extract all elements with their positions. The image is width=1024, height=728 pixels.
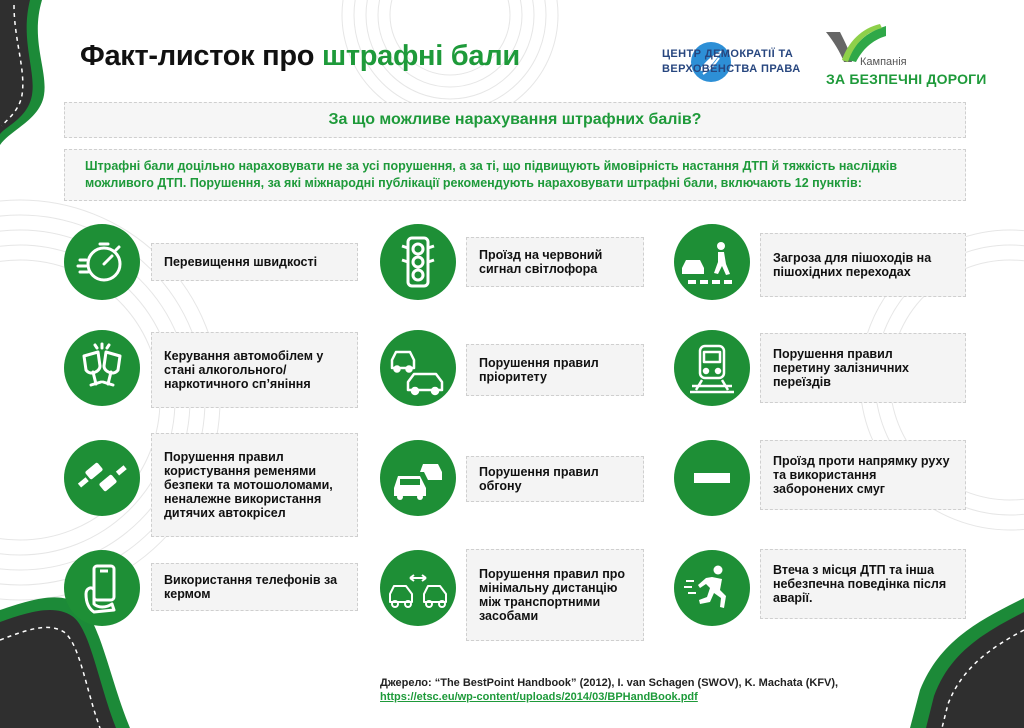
violation-overtaking bbox=[466, 456, 644, 502]
violation-label: Порушення правил перетину залізничних переїздів bbox=[773, 347, 910, 389]
page-title bbox=[80, 40, 520, 73]
violation-wrong-way bbox=[760, 440, 966, 510]
overtaking-cars-icon bbox=[380, 440, 456, 516]
intro-banner bbox=[64, 149, 966, 201]
violation-label: Порушення правил пріоритету bbox=[479, 356, 599, 384]
org-name bbox=[662, 47, 801, 77]
violation-railway bbox=[760, 333, 966, 403]
violation-drunk-driving bbox=[151, 332, 358, 408]
violation-seatbelts bbox=[151, 433, 358, 537]
violation-leaving-scene bbox=[760, 549, 966, 619]
violation-label: Загроза для пішоходів на пішохідних переходах bbox=[773, 251, 932, 279]
violation-label: Керування автомобілем у стані алкогольного/ наркотичного сп’яніння bbox=[164, 349, 324, 391]
wine-glasses-icon bbox=[64, 330, 140, 406]
violation-red-light bbox=[466, 237, 644, 287]
violation-pedestrians bbox=[760, 233, 966, 297]
phone-in-hand-icon bbox=[64, 550, 140, 626]
violation-label: Порушення правил про мінімальну дистанцію між транспортними засобами bbox=[479, 567, 626, 623]
seatbelt-icon bbox=[64, 440, 140, 516]
running-person-icon bbox=[674, 550, 750, 626]
violation-label: Порушення правил обгону bbox=[479, 465, 599, 493]
campaign-small-label: Кампанія bbox=[860, 56, 907, 68]
violation-label: Перевищення швидкості bbox=[164, 255, 318, 269]
pedestrian-crossing-icon bbox=[674, 224, 750, 300]
source-text: Джерело: “The BestPoint Handbook” (2012), I. van Schagen (SWOV), K. Machata (KFV), bbox=[380, 677, 839, 689]
question-banner bbox=[64, 102, 966, 138]
violation-distance bbox=[466, 549, 644, 641]
violation-label: Порушення правил користування ременями безпеки та мотошоломами, неналежне використання дитячих автокрісел bbox=[164, 450, 333, 520]
org-name-line2: ВЕРХОВЕНСТВА ПРАВА bbox=[662, 63, 801, 75]
source-link[interactable]: https://etsc.eu/wp-content/uploads/2014/03/BPHandBook.pdf bbox=[380, 691, 698, 703]
violation-label: Проїзд на червоний сигнал світлофора bbox=[479, 248, 603, 276]
source-note bbox=[380, 676, 838, 704]
violation-priority bbox=[466, 344, 644, 396]
distance-cars-icon bbox=[380, 550, 456, 626]
org-name-line1: ЦЕНТР ДЕМОКРАТІЇ ТА bbox=[662, 48, 794, 60]
stopwatch-icon bbox=[64, 224, 140, 300]
violation-phone bbox=[151, 563, 358, 611]
no-entry-icon bbox=[674, 440, 750, 516]
intro-text: Штрафні бали доцільно нараховувати не за усі порушення, а за ті, що підвищують ймовірність настання ДТП й тяжкість наслідків можливого ДТП. Порушення, за які міжнародні публікації рекомендують нараховувати штрафні бали, включають 12 пунктів: bbox=[85, 159, 898, 190]
question-text: За що можливе нарахування штрафних балів? bbox=[328, 111, 702, 128]
train-icon bbox=[674, 330, 750, 406]
violation-speeding bbox=[151, 243, 358, 281]
traffic-light-icon bbox=[380, 224, 456, 300]
campaign-name: ЗА БЕЗПЕЧНІ ДОРОГИ bbox=[826, 71, 987, 87]
violation-label: Використання телефонів за кермом bbox=[164, 573, 338, 601]
violation-label: Втеча з місця ДТП та інша небезпечна поведінка після аварії. bbox=[773, 563, 947, 605]
title-accent: штрафні бали bbox=[321, 40, 520, 72]
title-prefix: Факт-листок про bbox=[80, 40, 315, 72]
violation-label: Проїзд проти напрямку руху та використання заборонених смуг bbox=[773, 454, 950, 496]
two-cars-icon bbox=[380, 330, 456, 406]
